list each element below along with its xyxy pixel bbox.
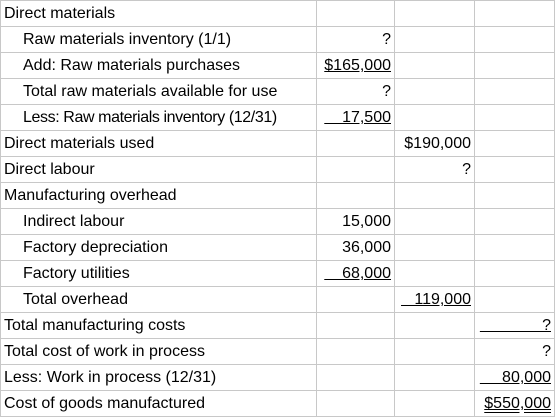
amount-cell-col3[interactable] <box>475 209 555 235</box>
amount-cell-col2[interactable] <box>395 105 475 131</box>
amount-value: 119,000 <box>401 291 471 308</box>
amount-cell-col2[interactable] <box>395 157 475 183</box>
amount-cell-col3[interactable] <box>475 53 555 79</box>
amount-cell-col1[interactable] <box>317 157 395 183</box>
row-label[interactable]: Total manufacturing costs <box>1 313 317 339</box>
row-label[interactable]: Less: Work in process (12/31) <box>1 365 317 391</box>
row-label[interactable]: Direct labour <box>1 157 317 183</box>
row-label[interactable]: Total raw materials available for use <box>1 79 317 105</box>
table-row <box>1 53 555 79</box>
amount-cell-col1[interactable] <box>317 79 395 105</box>
table-row <box>1 157 555 183</box>
row-label[interactable]: Total overhead <box>1 287 317 313</box>
amount-cell-col1[interactable] <box>317 105 395 131</box>
amount-cell-col3[interactable] <box>475 183 555 209</box>
amount-cell-col2[interactable] <box>395 1 475 27</box>
amount-cell-col3[interactable] <box>475 391 555 417</box>
amount-cell-col2[interactable] <box>395 391 475 417</box>
row-label[interactable]: Less: Raw materials inventory (12/31) <box>1 105 317 131</box>
table-row <box>1 79 555 105</box>
amount-cell-col2[interactable] <box>395 53 475 79</box>
amount-cell-col1[interactable] <box>317 131 395 157</box>
amount-cell-col2[interactable] <box>395 79 475 105</box>
schedule-body <box>1 1 555 417</box>
amount-value: ? <box>382 31 391 48</box>
amount-cell-col1[interactable] <box>317 1 395 27</box>
amount-cell-col1[interactable] <box>317 287 395 313</box>
amount-cell-col3[interactable] <box>475 261 555 287</box>
amount-cell-col3[interactable] <box>475 79 555 105</box>
amount-value: ? <box>479 317 551 334</box>
amount-cell-col3[interactable] <box>475 313 555 339</box>
amount-cell-col1[interactable] <box>317 261 395 287</box>
amount-cell-col2[interactable] <box>395 287 475 313</box>
amount-cell-col1[interactable] <box>317 339 395 365</box>
amount-value: $190,000 <box>404 135 471 152</box>
amount-value: $550,000 <box>484 395 551 412</box>
amount-cell-col2[interactable] <box>395 183 475 209</box>
row-label[interactable]: Manufacturing overhead <box>1 183 317 209</box>
amount-cell-col2[interactable] <box>395 261 475 287</box>
row-label[interactable]: Factory utilities <box>1 261 317 287</box>
amount-cell-col3[interactable] <box>475 105 555 131</box>
amount-value: 17,500 <box>324 109 391 126</box>
amount-cell-col3[interactable] <box>475 131 555 157</box>
row-label[interactable]: Total cost of work in process <box>1 339 317 365</box>
row-label[interactable]: Raw materials inventory (1/1) <box>1 27 317 53</box>
amount-value: ? <box>462 161 471 178</box>
amount-cell-col2[interactable] <box>395 339 475 365</box>
amount-cell-col2[interactable] <box>395 131 475 157</box>
amount-cell-col1[interactable] <box>317 391 395 417</box>
table-row <box>1 261 555 287</box>
amount-cell-col1[interactable] <box>317 183 395 209</box>
amount-cell-col1[interactable] <box>317 209 395 235</box>
amount-cell-col2[interactable] <box>395 209 475 235</box>
amount-value: 36,000 <box>342 239 391 256</box>
amount-cell-col2[interactable] <box>395 27 475 53</box>
table-row <box>1 287 555 313</box>
amount-cell-col1[interactable] <box>317 313 395 339</box>
table-row <box>1 235 555 261</box>
table-row <box>1 365 555 391</box>
amount-value: 68,000 <box>324 265 391 282</box>
amount-value: ? <box>382 83 391 100</box>
amount-cell-col3[interactable] <box>475 1 555 27</box>
amount-value: $165,000 <box>324 57 391 74</box>
row-label[interactable]: Cost of goods manufactured <box>1 391 317 417</box>
amount-cell-col3[interactable] <box>475 287 555 313</box>
amount-cell-col1[interactable] <box>317 365 395 391</box>
amount-cell-col3[interactable] <box>475 157 555 183</box>
table-row <box>1 131 555 157</box>
amount-value: 15,000 <box>342 213 391 230</box>
amount-value: ? <box>542 343 551 360</box>
row-label[interactable]: Factory depreciation <box>1 235 317 261</box>
amount-cell-col2[interactable] <box>395 365 475 391</box>
amount-cell-col2[interactable] <box>395 235 475 261</box>
table-row <box>1 105 555 131</box>
amount-cell-col3[interactable] <box>475 27 555 53</box>
amount-cell-col3[interactable] <box>475 235 555 261</box>
table-row <box>1 313 555 339</box>
amount-cell-col2[interactable] <box>395 313 475 339</box>
row-label[interactable]: Direct materials <box>1 1 317 27</box>
table-row <box>1 27 555 53</box>
table-row <box>1 183 555 209</box>
amount-cell-col3[interactable] <box>475 365 555 391</box>
row-label[interactable]: Direct materials used <box>1 131 317 157</box>
amount-cell-col3[interactable] <box>475 339 555 365</box>
row-label[interactable]: Add: Raw materials purchases <box>1 53 317 79</box>
row-label[interactable]: Indirect labour <box>1 209 317 235</box>
table-row <box>1 1 555 27</box>
table-row <box>1 339 555 365</box>
amount-cell-col1[interactable] <box>317 27 395 53</box>
table-row <box>1 209 555 235</box>
amount-cell-col1[interactable] <box>317 53 395 79</box>
amount-value: 80,000 <box>479 369 551 386</box>
table-row <box>1 391 555 417</box>
amount-cell-col1[interactable] <box>317 235 395 261</box>
